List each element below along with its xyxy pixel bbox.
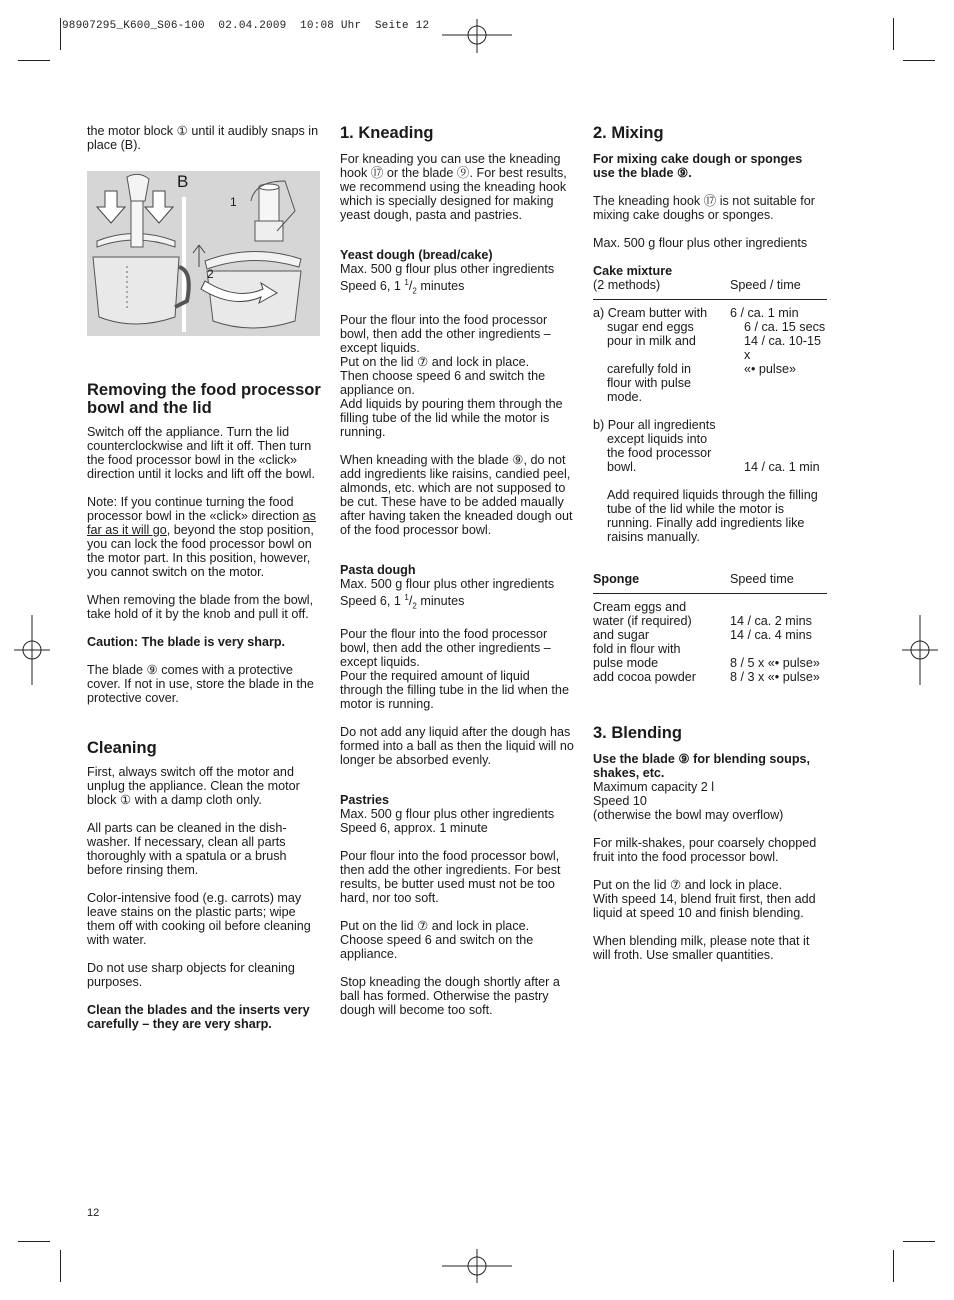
yeast-p1: Pour the flour into the food processor bowl, then add the other ingredients – except liquids.: [340, 312, 551, 355]
pasta-amount: Max. 500 g flour plus other ingredients: [340, 576, 555, 591]
sponge-speed-header: Speed time: [730, 572, 794, 586]
figure-label-1: 1: [230, 195, 237, 209]
removing-p4: The blade ⑨ comes with a protective cover. If not in use, store the blade in the protective cover.: [87, 663, 314, 705]
column-middle: [340, 124, 575, 1017]
column-right: [593, 124, 827, 962]
intro-text: the motor block ① until it audibly snaps in place (B).: [87, 124, 319, 152]
kneading-intro: For kneading you can use the kneading hook ⑰ or the blade ⑨. For best results, we recommend using the kneading hook which is specially designed for making yeast dough, pasta and pastries.: [340, 152, 567, 222]
pastries-amount: Max. 500 g flour plus other ingredients: [340, 807, 555, 822]
blending-capacity: Maximum capacity 2 l: [593, 780, 715, 794]
removing-p3: When removing the blade from the bowl, take hold of it by the knob and pull it off.: [87, 593, 314, 621]
blending-p2b: With speed 14, blend fruit first, then add liquid at speed 10 and finish blending.: [593, 892, 816, 920]
removing-heading: Removing the food processor bowl and the lid: [87, 381, 321, 417]
pastries-p1: Pour flour into the food processor bowl, then add the other ingredients. For best results, be butter used must not be too hard, nor too soft.: [340, 849, 561, 906]
crop-mark: [893, 1250, 894, 1282]
blending-p2a: Put on the lid ⑦ and lock in place.: [593, 878, 783, 892]
yeast-p3: Then choose speed 6 and switch the appliance on.: [340, 368, 546, 397]
sponge-rows: Cream eggs and water (if required) 14 / ca. 2 mins and sugar 14 / ca. 4 mins fold in flour with pulse mode 8 / 5 x «• pulse» add cocoa powder 8 / 3 x «• pulse»: [593, 600, 820, 684]
page-number: 12: [87, 1207, 100, 1219]
figure-label-2: 2: [207, 267, 214, 281]
registration-mark-left: [14, 615, 50, 685]
yeast-p2: Put on the lid ⑦ and lock in place.: [340, 354, 530, 369]
mixing-p2: Max. 500 g flour plus other ingredients: [593, 236, 808, 250]
pasta-p3: Do not add any liquid after the dough has formed into a ball as then the liquid will no longer be absorbed evenly.: [340, 725, 574, 768]
caution-text: Caution: The blade is very sharp.: [87, 635, 286, 649]
blending-overflow: (otherwise the bowl may overflow): [593, 808, 784, 822]
cleaning-p1: First, always switch off the motor and unplug the appliance. Clean the motor block ① with a damp cloth only.: [87, 765, 300, 807]
pasta-heading: Pasta dough: [340, 562, 416, 577]
mixing-p1: The kneading hook ⑰ is not suitable for mixing cake doughs or sponges.: [593, 194, 815, 222]
cake-speed-header: Speed / time: [730, 278, 801, 292]
cake-b-note: Add required liquids through the filling tube of the lid while the motor is running. Finally add ingredients like raisins manually.: [607, 488, 818, 544]
assembly-illustration: [87, 171, 320, 336]
figure-label-b: B: [177, 172, 189, 191]
cleaning-warning: Clean the blades and the inserts very carefully – they are very sharp.: [87, 1003, 310, 1031]
blending-heading: 3. Blending: [593, 724, 682, 742]
column-left: [87, 124, 323, 1031]
blending-speed: Speed 10: [593, 794, 647, 808]
kneading-heading: 1. Kneading: [340, 124, 434, 142]
blending-p3: When blending milk, please note that it will froth. Use smaller quantities.: [593, 934, 810, 962]
registration-mark-right: [902, 615, 938, 685]
crop-mark: [60, 1250, 61, 1282]
cleaning-p2: All parts can be cleaned in the dishwasher. If necessary, clean all parts thoroughly with a spatula or a brush before rinsing them.: [87, 821, 287, 877]
cake-heading: Cake mixture: [593, 264, 673, 278]
crop-mark: [18, 60, 50, 61]
pastries-p3: Stop kneading the dough shortly after a ball has formed. Otherwise the pastry dough will become too soft.: [340, 975, 560, 1018]
mixing-lead: For mixing cake dough or sponges use the blade ⑨.: [593, 152, 803, 180]
yeast-p5: When kneading with the blade ⑨, do not add ingredients like raisins, candied peel, almonds, etc. which are not supposed to be cut. These have to be added maually after having taken the kneaded dough out of the food processor bowl.: [340, 452, 573, 537]
pastries-p2: Put on the lid ⑦ and lock in place. Choose speed 6 and switch on the appliance.: [340, 919, 534, 962]
cake-method-b: b) Pour all ingredients except liquids into the food processor bowl. 14 / ca. 1 min: [593, 418, 820, 474]
cake-method-a: a) Cream butter with 6 / ca. 1 min sugar end eggs 6 / ca. 15 secs pour in milk and 14 / ca. 10-15 x carefully fold in «• pulse» flour with pulse mode.: [593, 306, 826, 404]
pasta-p1: Pour the flour into the food processor bowl, then add the other ingredients – except liquids.: [340, 627, 551, 670]
cleaning-p4: Do not use sharp objects for cleaning purposes.: [87, 961, 295, 989]
yeast-amount: Max. 500 g flour plus other ingredients: [340, 262, 555, 276]
sponge-table-header: [593, 572, 827, 586]
yeast-speed: Speed 6, 1 $^1/_2$ minutes: [340, 278, 465, 296]
pastries-speed: Speed 6, approx. 1 minute: [340, 821, 488, 836]
cake-table-header: [593, 278, 827, 292]
registration-mark-bottom: [442, 1249, 512, 1285]
pastries-heading: Pastries: [340, 793, 390, 808]
cleaning-heading: Cleaning: [87, 739, 157, 757]
crop-mark: [18, 1241, 50, 1242]
blending-p1: For milk-shakes, pour coarsely chopped fruit into the food processor bowl.: [593, 836, 817, 864]
crop-mark: [60, 18, 61, 50]
crop-mark: [903, 60, 935, 61]
sponge-heading: Sponge: [593, 572, 640, 586]
pasta-speed: Speed 6, 1 $^1/_2$ minutes: [340, 592, 465, 611]
registration-mark-top: [442, 19, 512, 55]
crop-mark: [893, 18, 894, 50]
removing-p1: Switch off the appliance. Turn the lid counterclockwise and lift it off. Then turn the food processor bowl in the «click» direction until it locks and lift off the bowl.: [87, 425, 315, 481]
yeast-p4: Add liquids by pouring them through the filling tube of the lid while the motor is running.: [340, 396, 563, 439]
pasta-p2: Pour the required amount of liquid through the filling tube in the lid when the motor is running.: [340, 669, 569, 712]
yeast-heading: Yeast dough (bread/cake): [340, 248, 493, 262]
crop-mark: [903, 1241, 935, 1242]
blending-lead: Use the blade ⑨ for blending soups, shakes, etc.: [593, 752, 811, 780]
print-header: 98907295_K600_S06-100 02.04.2009 10:08 Uhr Seite 12: [62, 20, 430, 32]
mixing-heading: 2. Mixing: [593, 124, 664, 142]
cleaning-p3: Color-intensive food (e.g. carrots) may leave stains on the plastic parts; wipe them off with cooking oil before cleaning with water.: [87, 891, 311, 947]
removing-note: Note: If you continue turning the food processor bowl in the «click» direction as far as it will go, beyond the stop position, you can lock the food processor bowl on the motor part. In this position, however, you cannot switch on the motor.: [87, 495, 316, 579]
cake-methods: (2 methods): [593, 278, 661, 292]
